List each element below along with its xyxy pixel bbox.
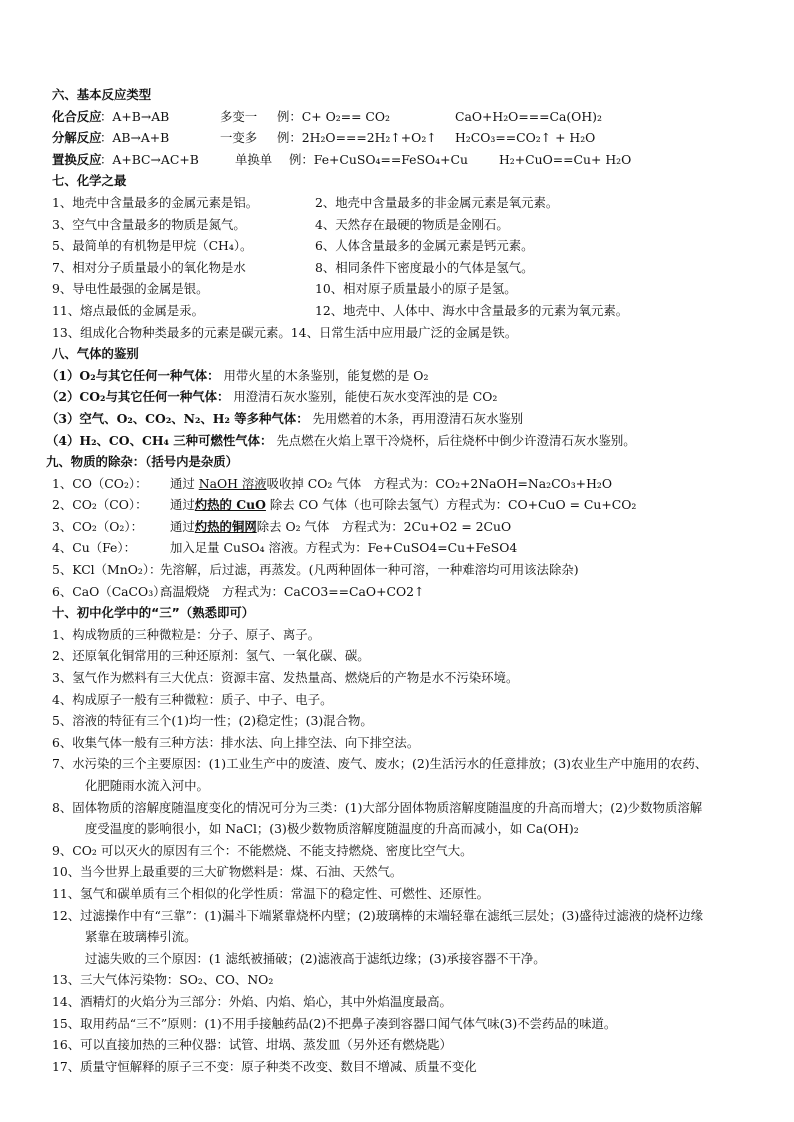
list-item: [46, 386, 764, 408]
fact-left: 1、地壳中含量最多的金属元素是铝。: [52, 194, 259, 210]
impurity-method: [170, 516, 511, 538]
reaction-row-displacement: [52, 149, 764, 171]
method-reagent: 灼热的 CuO: [194, 497, 266, 513]
list-item: [52, 559, 764, 581]
list-item: 3、氢气作为燃料有三大优点：资源丰富、发热量高、燃烧后的产物是水不污染环境。: [52, 670, 519, 686]
gas-pair-label: （1）O₂与其它任何一种气体：: [46, 367, 220, 383]
reaction-formula: ：AB→A+B: [100, 130, 170, 146]
gas-method: 先点燃在火焰上罩干冷烧杯，后往烧杯中倒少许澄清石灰水鉴别。: [276, 432, 636, 448]
fact-right: 6、人体含量最多的金属元素是钙元素。: [315, 238, 534, 254]
reaction-mnemonic: 单换单: [235, 151, 273, 167]
list-item: 8、固体物质的溶解度随温度变化的情况可分为三类：(1)大部分固体物质溶解度随温度的升高而增大；(2)少数物质溶解: [52, 799, 703, 815]
gas-method: 用澄清石灰水鉴别，能使石灰水变浑浊的是 CO₂: [233, 389, 498, 405]
reaction-example: 例：C+ O₂== CO₂: [277, 108, 391, 124]
gas-method: 用带火星的木条鉴别，能复燃的是 O₂: [223, 367, 429, 383]
list-item: 17、质量守恒解释的原子三不变：原子种类不改变、数目不增减、质量不变化: [52, 1058, 477, 1074]
impurity-pair: 6、CaO（CaCO₃）：: [52, 583, 172, 599]
gas-pair-label: （3）空气、O₂、CO₂、N₂、H₂ 等多种气体：: [46, 410, 309, 426]
reaction-example: 例：Fe+CuSO₄==FeSO₄+Cu: [289, 151, 468, 167]
reaction-label: 置换反应: [52, 151, 102, 167]
list-item: [52, 192, 764, 214]
method-reagent: NaOH 溶液: [198, 475, 267, 491]
list-item: [52, 257, 764, 279]
list-item: 10、当今世界上最重要的三大矿物燃料是：煤、石油、天然气。: [52, 864, 403, 880]
section-6-title: 六、基本反应类型: [52, 87, 152, 102]
fact-right: 4、天然存在最硬的物质是金刚石。: [315, 216, 509, 232]
list-item: 9、CO₂ 可以灭火的原因有三个：不能燃烧、不能支持燃烧、密度比空气大。: [52, 842, 473, 858]
list-item: 15、取用药品“三不”原则：(1)不用手接触药品(2)不把鼻子凑到容器口闻气体气味(3)不尝药品的味道。: [52, 1015, 617, 1031]
impurity-pair: 5、KCl（MnO₂）：: [52, 562, 162, 578]
list-item: [52, 214, 764, 236]
reaction-extra: CaO+H₂O===Ca(OH)₂: [455, 108, 602, 124]
fact-right: 12、地壳中、人体中、海水中含量最多的元素为氧元素。: [315, 302, 629, 318]
impurity-method: 先溶解，后过滤，再蒸发。(凡两种固体一种可溶，一种难溶均可用该法除杂): [160, 562, 579, 578]
list-item-continuation: 过滤失败的三个原因：(1 滤纸被捅破；(2)滤液高于滤纸边缘；(3)承接容器不干净。: [85, 950, 546, 966]
impurity-pair: 1、CO（CO₂）：: [52, 475, 148, 491]
list-item: 11、氢气和碳单质有三个相似的化学性质：常温下的稳定性、可燃性、还原性。: [52, 885, 490, 901]
list-item: [52, 473, 764, 495]
reaction-label: 化合反应: [52, 108, 102, 124]
method-pre: 通过: [170, 475, 199, 491]
fact-left: 11、熔点最低的金属是汞。: [52, 302, 205, 318]
fact-left: 5、最简单的有机物是甲烷（CH₄）。: [52, 238, 253, 254]
list-item: [46, 365, 764, 387]
impurity-method: [170, 494, 636, 516]
list-item-continuation: 化肥随雨水流入河中。: [85, 778, 209, 793]
method-post: 吸收掉 CO₂ 气体 方程式为：CO₂+2NaOH=Na₂CO₃+H₂O: [266, 475, 612, 491]
fact-right: 2、地壳中含量最多的非金属元素是氧元素。: [315, 194, 559, 210]
reaction-mnemonic: 一变多: [220, 130, 258, 146]
list-item-continuation: 紧靠在玻璃棒引流。: [85, 929, 197, 945]
reaction-extra: H₂+CuO==Cu+ H₂O: [499, 151, 632, 167]
list-item: 7、水污染的三个主要原因：(1)工业生产中的废渣、废气、废水；(2)生活污水的任意排放；(3)农业生产中施用的农药、: [52, 756, 708, 772]
fact-left: 7、相对分子质量最小的氧化物是水: [52, 259, 246, 275]
list-item: 16、可以直接加热的三种仪器：试管、坩埚、蒸发皿（另外还有燃烧匙）: [52, 1037, 452, 1053]
fact-left: 3、空气中含量最多的物质是氮气。: [52, 216, 246, 232]
gas-pair-label: （2）CO₂与其它任何一种气体：: [46, 389, 230, 405]
list-item: [46, 430, 764, 452]
list-item: 1、构成物质的三种微粒是：分子、原子、离子。: [52, 626, 321, 642]
reaction-example: 例：2H₂O===2H₂↑+O₂↑: [277, 130, 437, 146]
list-item: [52, 581, 764, 603]
method-reagent: 灼热的铜网: [194, 518, 257, 534]
reaction-row-combination: [52, 106, 764, 128]
fact-left: 9、导电性最强的金属是银。: [52, 281, 209, 297]
list-item: [52, 516, 764, 538]
list-item: 13、组成化合物种类最多的元素是碳元素。14、日常生活中应用最广泛的金属是铁。: [52, 324, 518, 340]
list-item: [52, 537, 764, 559]
reaction-extra: H₂CO₃==CO₂↑ + H₂O: [455, 130, 596, 146]
section-7-title: 七、化学之最: [52, 173, 127, 189]
list-item-continuation: 度受温度的影响很小，如 NaCl；(3)极少数物质溶解度随温度的升高而减小，如 Ca(OH)₂: [85, 821, 579, 837]
section-9-title: 九、物质的除杂：（括号内是杂质）: [46, 454, 239, 470]
list-item: [46, 408, 764, 430]
impurity-pair: 3、CO₂（O₂）：: [52, 518, 143, 534]
list-item: [52, 235, 764, 257]
impurity-method: 高温煅烧 方程式为：CaCO3==CaO+CO2↑: [160, 583, 425, 599]
impurity-pair: 2、CO₂（CO）：: [52, 497, 148, 513]
list-item: 5、溶液的特征有三个(1)均一性；(2)稳定性；(3)混合物。: [52, 713, 373, 729]
impurity-pair: 4、Cu（Fe）：: [52, 540, 136, 556]
section-8-title: 八、气体的鉴别: [52, 346, 139, 362]
fact-right: 8、相同条件下密度最小的气体是氢气。: [315, 259, 534, 275]
reaction-formula: ：A+BC→AC+B: [100, 151, 199, 167]
document-page: [46, 84, 764, 1077]
impurity-method: 加入足量 CuSO₄ 溶液。方程式为：Fe+CuSO4=Cu+FeSO4: [170, 540, 518, 556]
list-item: [52, 278, 764, 300]
list-item: 12、过滤操作中有“三靠”：(1)漏斗下端紧靠烧杯内壁；(2)玻璃棒的末端轻靠在滤纸三层处；(3)盛待过滤液的烧杯边缘: [52, 907, 704, 923]
list-item: [52, 494, 764, 516]
fact-right: 10、相对原子质量最小的原子是氢。: [315, 281, 517, 297]
impurity-method: [170, 473, 612, 495]
list-item: 14、酒精灯的火焰分为三部分：外焰、内焰、焰心，其中外焰温度最高。: [52, 993, 452, 1009]
method-pre: 通过: [170, 497, 195, 513]
method-post: 除去 CO 气体（也可除去氢气）方程式为：CO+CuO = Cu+CO₂: [265, 497, 637, 513]
gas-pair-label: （4）H₂、CO、CH₄ 三种可燃性气体：: [46, 432, 273, 448]
list-item: 4、构成原子一般有三种微粒：质子、中子、电子。: [52, 691, 333, 707]
gas-method: 先用燃着的木条，再用澄清石灰水鉴别: [312, 410, 524, 426]
method-pre: 通过: [170, 518, 195, 534]
section-10-title: 十、初中化学中的“三”（熟悉即可）: [52, 605, 255, 621]
reaction-formula: ：A+B→AB: [100, 108, 170, 124]
method-post: 除去 O₂ 气体 方程式为：2Cu+O2 = 2CuO: [256, 518, 512, 534]
reaction-label: 分解反应: [52, 130, 102, 146]
reaction-row-decomposition: [52, 127, 764, 149]
list-item: 2、还原氧化铜常用的三种还原剂：氢气、一氧化碳、碳。: [52, 648, 370, 664]
list-item: [52, 300, 764, 322]
reaction-mnemonic: 多变一: [220, 108, 258, 124]
list-item: 6、收集气体一般有三种方法：排水法、向上排空法、向下排空法。: [52, 734, 420, 750]
list-item: 13、三大气体污染物：SO₂、CO、NO₂: [52, 972, 274, 988]
